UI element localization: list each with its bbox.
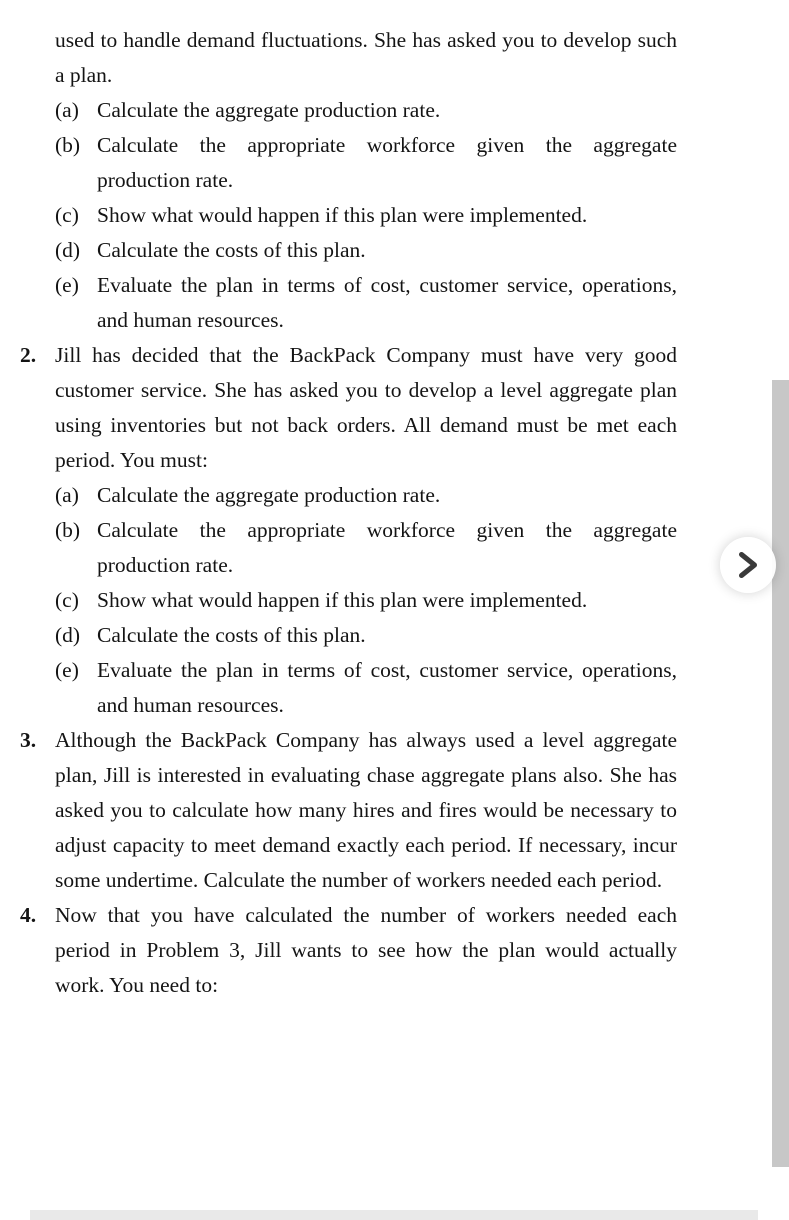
subitem-label: (c) xyxy=(55,588,79,612)
subitem-text: Show what would happen if this plan were implemented. xyxy=(97,203,588,227)
vertical-scrollbar-thumb[interactable] xyxy=(772,380,789,1167)
subitem-label: (a) xyxy=(55,483,79,507)
problem-subitem xyxy=(55,268,677,338)
problem-subitem xyxy=(55,128,677,198)
subitem-label: (a) xyxy=(55,98,79,122)
subitem-text: Calculate the costs of this plan. xyxy=(97,238,366,262)
subitem-text: Evaluate the plan in terms of cost, customer service, operations, and human resources. xyxy=(97,658,677,717)
subitem-label: (d) xyxy=(55,238,81,262)
problem-subitem xyxy=(55,618,677,653)
subitem-text: Calculate the appropriate workforce given the aggregate production rate. xyxy=(97,518,677,577)
problem-subitem xyxy=(55,93,677,128)
item-number: 3. xyxy=(20,728,37,752)
subitem-label: (c) xyxy=(55,203,79,227)
horizontal-scrollbar-track[interactable] xyxy=(30,1210,758,1220)
subitem-text: Show what would happen if this plan were implemented. xyxy=(97,588,588,612)
item-number: 2. xyxy=(20,343,37,367)
subitem-label: (e) xyxy=(55,273,79,297)
subitem-label: (b) xyxy=(55,518,81,542)
subitem-label: (e) xyxy=(55,658,79,682)
subitem-text: Calculate the aggregate production rate. xyxy=(97,483,441,507)
item-body xyxy=(55,723,677,898)
problem-subitem xyxy=(55,233,677,268)
problem-subitem xyxy=(55,478,677,513)
problem-subitem xyxy=(55,653,677,723)
item-text: Jill has decided that the BackPack Company must have very good customer service. She has asked you to develop a level aggregate plan using inventories but not back orders. All demand must be met each period. You must: xyxy=(55,343,677,472)
subitem-label: (b) xyxy=(55,133,81,157)
subitem-text: Calculate the costs of this plan. xyxy=(97,623,366,647)
problem-item xyxy=(20,723,677,898)
paragraph-continuation: used to handle demand fluctuations. She has asked you to develop such a plan. xyxy=(55,28,677,87)
subitem-text: Evaluate the plan in terms of cost, customer service, operations, and human resources. xyxy=(97,273,677,332)
next-page-button[interactable] xyxy=(720,537,776,593)
item-text: Although the BackPack Company has always used a level aggregate plan, Jill is interested in evaluating chase aggregate plans also. She has asked you to calculate how many hires and fires would be necessary to adjust capacity to meet demand exactly each period. If necessary, incur some undertime. Calculate the number of workers needed each period. xyxy=(55,728,677,892)
problem-item xyxy=(20,338,677,723)
problem-subitem xyxy=(55,583,677,618)
item-body xyxy=(55,898,677,1003)
item-body xyxy=(55,338,677,723)
subitem-text: Calculate the appropriate workforce given the aggregate production rate. xyxy=(97,133,677,192)
item-text: Now that you have calculated the number of workers needed each period in Problem 3, Jill wants to see how the plan would actually work. You need to: xyxy=(55,903,677,997)
subitem-label: (d) xyxy=(55,623,81,647)
problem-item xyxy=(20,898,677,1003)
problem-subitem xyxy=(55,513,677,583)
subitem-text: Calculate the aggregate production rate. xyxy=(97,98,441,122)
chevron-right-icon xyxy=(738,552,758,578)
problem-subitem xyxy=(55,198,677,233)
item-number: 4. xyxy=(20,903,37,927)
